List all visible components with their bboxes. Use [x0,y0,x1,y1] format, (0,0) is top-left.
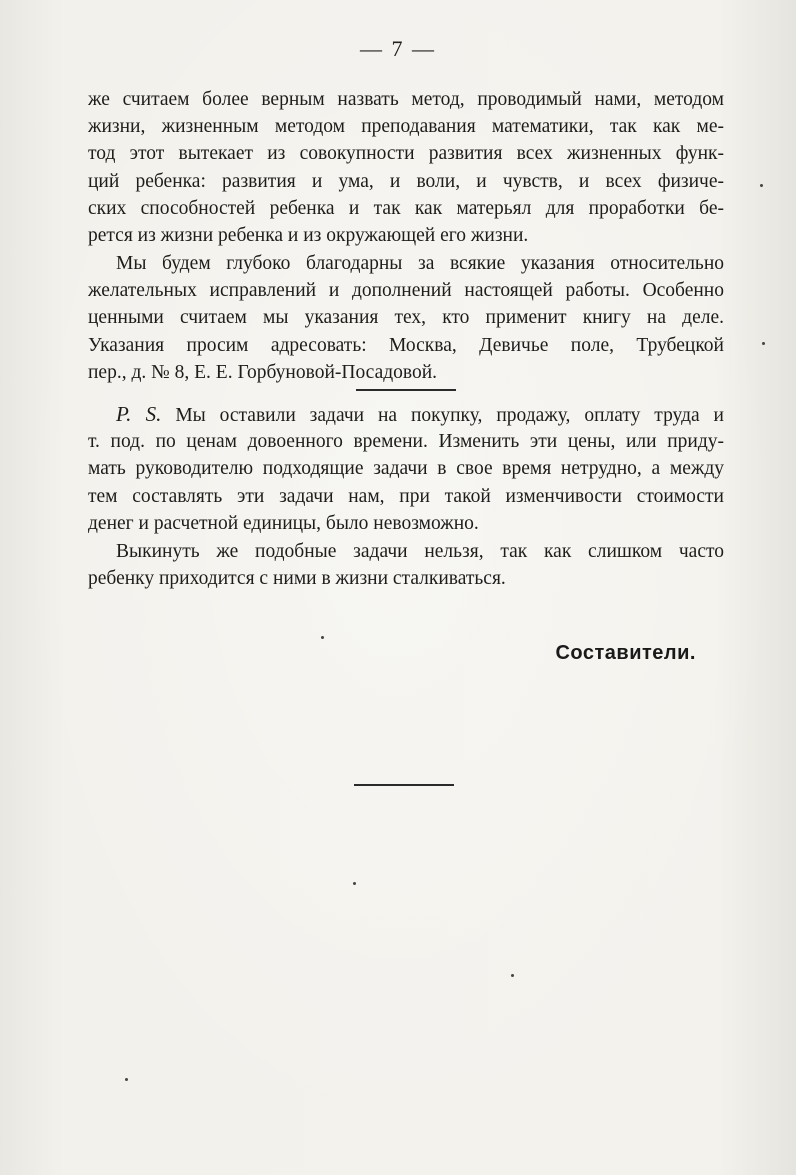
text-line: пер., д. № 8, Е. Е. Горбуновой-Посадовой. [88,361,438,383]
scan-speck [321,636,324,639]
signature: Составители. [555,642,696,664]
paragraph-method [88,86,724,249]
text-line: ций ребенка: развития и ума, и воли, и чувств, и всех физиче- [88,170,724,192]
text-line: Выкинуть же подобные задачи нельзя, так как слишком часто [116,541,724,562]
postscript-first-line: Мы оставили задачи на покупку, продажу, оплату труда и [175,405,724,426]
paragraph-postscript [88,401,724,537]
postscript-label: P. S. [116,402,162,426]
text-line: ских способностей ребенка и так как матерьял для проработки бе- [88,197,724,219]
text-line: же считаем более верным назвать метод, проводимый нами, методом [88,89,724,110]
scan-speck [760,184,763,187]
scan-speck [762,342,765,345]
text-line: ценными считаем мы указания тех, кто применит книгу на деле. [88,307,724,329]
paragraph-thanks [88,250,724,386]
text-line: Указания просим адресовать: Москва, Девичье поле, Трубецкой [88,334,724,356]
text-line: тод этот вытекает из совокупности развития всех жизненных функ- [88,143,724,165]
text-line: т. под. по ценам довоенного времени. Изменить эти цены, или приду- [88,431,724,453]
text-line [88,401,724,428]
text-line: желательных исправлений и дополнений настоящей работы. Особенно [88,280,724,302]
section-divider [356,389,456,391]
paragraph-closing [88,538,724,592]
text-line: рется из жизни ребенка и из окружающей его жизни. [88,224,529,246]
text-line: ребенку приходится с ними в жизни сталкиваться. [88,568,506,590]
scan-speck [353,882,356,885]
scan-speck [511,974,514,977]
text-line: Мы будем глубоко благодарны за всякие указания относительно [116,253,724,274]
text-line: денег и расчетной единицы, было невозможно. [88,512,479,534]
end-divider [354,784,454,786]
scan-speck [125,1078,128,1081]
text-line: тем составлять эти задачи нам, при такой изменчивости стоимости [88,485,724,507]
text-line: мать руководителю подходящие задачи в свое время нетрудно, а между [88,458,724,480]
page-number: — 7 — [360,36,436,61]
text-line: жизни, жизненным методом преподавания математики, так как ме- [88,116,724,138]
